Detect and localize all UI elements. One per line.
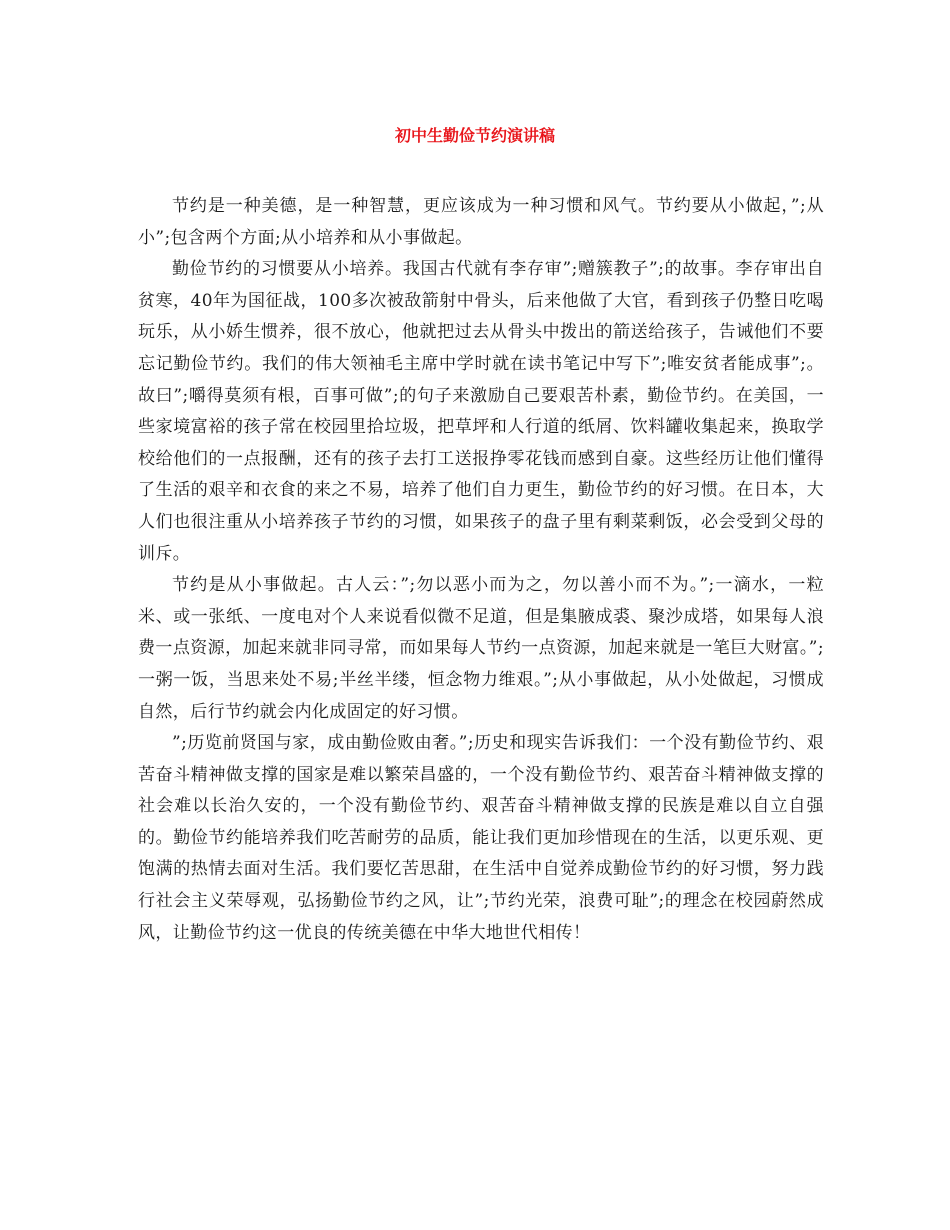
paragraph-2: 勤俭节约的习惯要从小培养。我国古代就有李存审”;赠簇教子”;的故事。李存审出自贫寒，40年为国征战，100多次被敌箭射中骨头，后来他做了大官，看到孩子仍整日吃喝玩乐，从小娇生惯养，很不放心，他就把过去从骨头中拨出的箭送给孩子，告诫他们不要忘记勤俭节约。我们的伟大领袖毛主席中学时就在读书笔记中写下”;唯安贫者能成事”;。故曰”;嚼得莫须有根，百事可做”;的句子来激励自己要艰苦朴素，勤俭节约。在美国，一些家境富裕的孩子常在校园里拾垃圾，把草坪和人行道的纸屑、饮料罐收集起来，换取学校给他们的一点报酬，还有的孩子去打工送报挣零花钱而感到自豪。这些经历让他们懂得了生活的艰辛和衣食的来之不易，培养了他们自力更生，勤俭节约的好习惯。在日本，大人们也很注重从小培养孩子节约的习惯，如果孩子的盘子里有剩菜剩饭，必会受到父母的训斥。	[138, 259, 824, 564]
paragraph-4: ”;历览前贤国与家，成由勤俭败由奢。”;历史和现实告诉我们：一个没有勤俭节约、艰苦奋斗精神做支撑的国家是难以繁荣昌盛的，一个没有勤俭节约、艰苦奋斗精神做支撑的社会难以长治久安的，一个没有勤俭节约、艰苦奋斗精神做支撑的民族是难以自立自强的。勤俭节约能培养我们吃苦耐劳的品质，能让我们更加珍惜现在的生活，以更乐观、更饱满的热情去面对生活。我们要忆苦思甜，在生活中自觉养成勤俭节约的好习惯，努力践行社会主义荣辱观，弘扬勤俭节约之风，让”;节约光荣，浪费可耻”;的理念在校园蔚然成风，让勤俭节约这一优良的传统美德在中华大地世代相传！	[138, 733, 824, 943]
document-title: 初中生勤俭节约演讲稿	[394, 126, 555, 145]
paragraph-1: 节约是一种美德，是一种智慧，更应该成为一种习惯和风气。节约要从小做起，”;从小”;包含两个方面;从小培养和从小事做起。	[138, 196, 824, 248]
document-body	[138, 191, 824, 949]
paragraph-3: 节约是从小事做起。古人云：”;勿以恶小而为之，勿以善小而不为。”;一滴水，一粒米、或一张纸、一度电对个人来说看似微不足道，但是集腋成裘、聚沙成塔，如果每人浪费一点资源，加起来就非同寻常，而如果每人节约一点资源，加起来就是一笔巨大财富。”;一粥一饭，当思来处不易;半丝半缕，恒念物力维艰。”;从小事做起，从小处做起，习惯成自然，后行节约就会内化成固定的好习惯。	[138, 575, 824, 722]
